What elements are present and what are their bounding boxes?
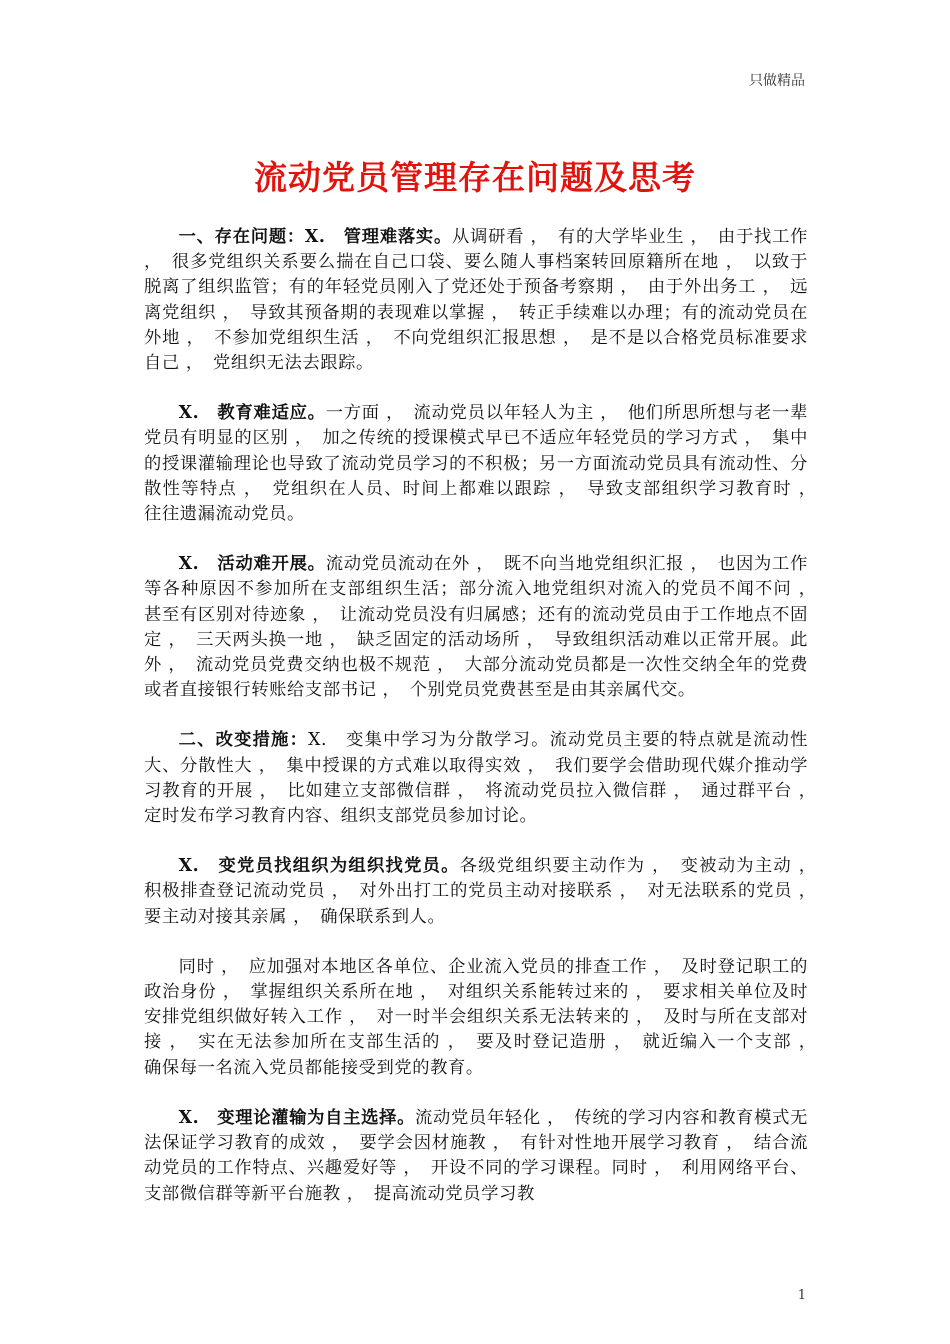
paragraph <box>144 854 826 930</box>
paragraph <box>144 552 826 703</box>
page-number: 1 <box>797 1288 806 1303</box>
document-title: 流动党员管理存在问题及思考 <box>254 158 696 197</box>
paragraph-lead: X. 变理论灌输为自主选择。 <box>178 1107 416 1128</box>
document-body <box>144 225 826 1232</box>
paragraph-lead: X. 活动难开展。 <box>178 554 326 575</box>
paragraph-lead: X. 教育难适应。 <box>178 403 326 424</box>
paragraph <box>144 401 826 527</box>
paragraph-text: 从调研看 ， 有的大学毕业生 ， 由于找工作 ， 很多党组织关系要么揣在自己口袋、要么随人事档案转回原籍所在地 ， 以致于脱离了组织监管；有的年轻党员刚入了党还处于预备考察期 ， 由于外出务工 ， 远离党组织 ， 导致其预备期的表现难以掌握 ， 转正手续难以办理；有的流动党员在外地 ， 不参加党组织生活 ， 不向党组织汇报思想 ， 是不是以合格党员标准要求自己 ， 党组织无法去跟踪。 <box>144 227 808 374</box>
paragraph-text: X. 变集中学习为分散学习。流动党员主要的特点就是流动性大、分散性大 ， 集中授课的方式难以取得实效 ， 我们要学会借助现代媒介推动学习教育的开展 ， 比如建立支部微信群 ， 将流动党员拉入微信群 ， 通过群平台 ， 定时发布学习教育内容、组织支部党员参加讨论。 <box>144 730 826 827</box>
paragraph-lead: X. 变党员找组织为组织找党员。 <box>178 856 460 877</box>
paragraph <box>144 225 808 376</box>
paragraph <box>144 955 826 1081</box>
paragraph <box>144 1106 808 1207</box>
paragraph-text: 流动党员年轻化 ， 传统的学习内容和教育模式无法保证学习教育的成效 ， 要学会因材施教 ， 有针对性地开展学习教育 ， 结合流动党员的工作特点、兴趣爱好等 ， 开设不同的学习课程。同时 ， 利用网络平台、支部微信群等新平台施教 ， 提高流动党员学习教 <box>144 1107 808 1204</box>
paragraph-lead: 二、改变措施： <box>178 730 309 751</box>
paragraph-text: 流动党员流动在外 ， 既不向当地党组织汇报 ， 也因为工作等各种原因不参加所在支部组织生活；部分流入地党组织对流入的党员不闻不问 ， 甚至有区别对待迹象 ， 让流动党员没有归属感；还有的流动党员由于工作地点不固定 ， 三天两头换一地 ， 缺乏固定的活动场所 ， 导致组织活动难以正常开展。此外 ， 流动党员党费交纳也极不规范 ， 大部分流动党员都是一次性交纳全年的党费或者直接银行转账给支部书记 ， 个别党员党费甚至是由其亲属代交。 <box>144 554 826 701</box>
header-note: 只做精品 <box>749 73 805 89</box>
paragraph-text: 一方面 ， 流动党员以年轻人为主 ， 他们所思所想与老一辈党员有明显的区别 ， 加之传统的授课模式早已不适应年轻党员的学习方式 ， 集中的授课灌输理论也导致了流动党员学习的不积极；另一方面流动党员具有流动性、分散性等特点 ， 党组织在人员、时间上都难以跟踪 ， 导致支部组织学习教育时 ， 往往遗漏流动党员。 <box>144 403 826 525</box>
paragraph-lead: 一、存在问题：X. 管理难落实。 <box>178 227 453 247</box>
paragraph-text: 同时 ， 应加强对本地区各单位、企业流入党员的排查工作 ， 及时登记职工的政治身份 ， 掌握组织关系所在地 ， 对组织关系能转过来的 ， 要求相关单位及时安排党组织做好转入工作 ， 对一时半会组织关系无法转来的 ， 及时与所在支部对接 ， 实在无法参加所在支部生活的 ， 要及时登记造册 ， 就近编入一个支部 ， 确保每一名流入党员都能接受到党的教育。 <box>144 956 826 1078</box>
paragraph-text: 各级党组织要主动作为 ， 变被动为主动 ， 积极排查登记流动党员 ， 对外出打工的党员主动对接联系 ， 对无法联系的党员 ， 要主动对接其亲属 ， 确保联系到人。 <box>144 856 826 927</box>
paragraph <box>144 728 826 829</box>
